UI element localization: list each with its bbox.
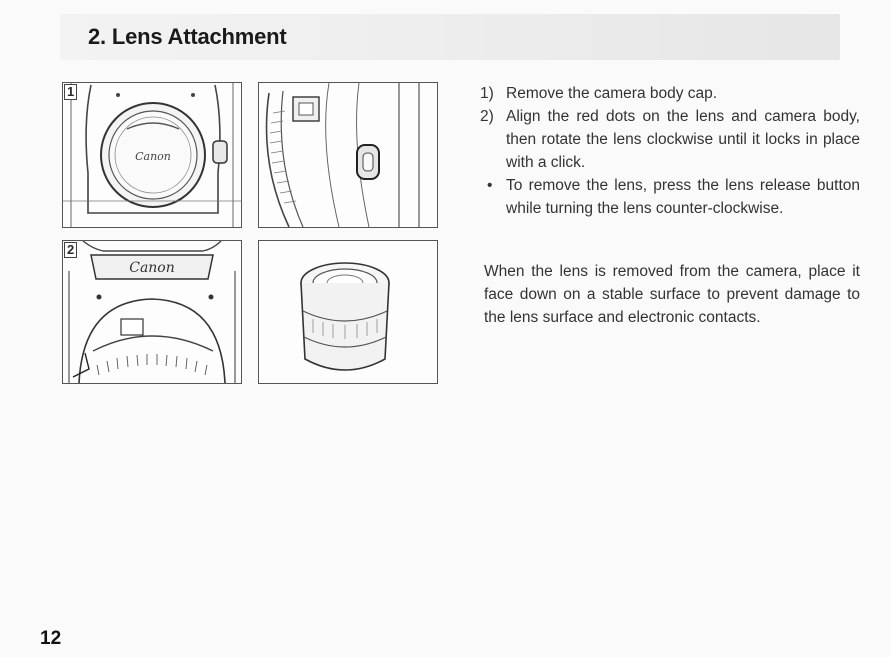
instruction-step-2 — [480, 105, 860, 174]
bullet-text: To remove the lens, press the lens release button while turning the lens counter-clockwise. — [506, 177, 860, 217]
section-title: 2. Lens Attachment — [88, 24, 287, 49]
bullet-marker: • — [487, 177, 493, 194]
step-text-2: Align the red dots on the lens and camera body, then rotate the lens clockwise until it locks in place with a click. — [506, 108, 860, 171]
instruction-step-1 — [480, 82, 860, 105]
figure-body-cap — [62, 82, 242, 228]
camera-body-cap-illustration — [63, 83, 241, 227]
page-number: 12 — [40, 628, 62, 649]
figure-number-2: 2 — [64, 242, 77, 258]
figure-lens-mount — [62, 240, 242, 384]
body-cap-logo: Canon — [135, 150, 171, 163]
lens-face-down-illustration — [259, 241, 437, 383]
camera-body-logo: Canon — [129, 260, 175, 276]
step-marker-2: 2) — [480, 108, 494, 125]
figure-lens-release — [258, 82, 438, 228]
step-marker-1: 1) — [480, 85, 494, 102]
figure-lens-face-down — [258, 240, 438, 384]
storage-note: When the lens is removed from the camera, place it face down on a stable surface to prevent damage to the lens surface and electronic contacts. — [484, 263, 860, 326]
instruction-list — [480, 82, 860, 220]
lens-release-illustration — [259, 83, 437, 227]
instruction-bullet-remove — [480, 174, 860, 220]
figure-number-1: 1 — [64, 84, 77, 100]
step-text-1: Remove the camera body cap. — [506, 85, 718, 102]
lens-mount-illustration — [63, 241, 241, 383]
